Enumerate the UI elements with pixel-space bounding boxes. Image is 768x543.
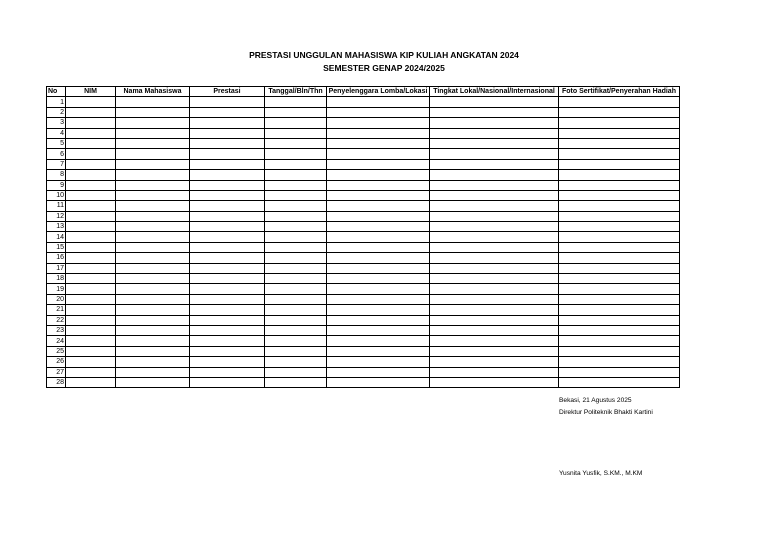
header-nim: NIM [66,87,116,97]
table-cell [265,263,327,273]
table-cell [430,294,559,304]
table-cell [190,211,265,221]
table-cell [66,305,116,315]
table-cell [190,201,265,211]
table-cell [66,367,116,377]
table-cell [66,346,116,356]
table-cell [265,232,327,242]
table-cell [116,336,190,346]
table-cell [559,138,680,148]
table-cell [430,201,559,211]
table-cell [66,222,116,232]
table-cell [190,284,265,294]
row-number: 18 [47,274,66,284]
header-nama-mahasiswa: Nama Mahasiswa [116,87,190,97]
table-cell [66,242,116,252]
table-cell [430,159,559,169]
table-cell [116,118,190,128]
table-cell [430,305,559,315]
table-cell [66,274,116,284]
table-row [47,201,680,211]
table-cell [190,222,265,232]
row-number: 26 [47,357,66,367]
table-cell [116,315,190,325]
table-row [47,232,680,242]
table-cell [190,263,265,273]
row-number: 19 [47,284,66,294]
table-cell [116,170,190,180]
table-cell [116,357,190,367]
table-row [47,97,680,107]
table-cell [66,253,116,263]
row-number: 23 [47,325,66,335]
table-cell [327,170,430,180]
table-cell [116,377,190,387]
table-cell [190,242,265,252]
row-number: 21 [47,305,66,315]
row-number: 1 [47,97,66,107]
row-number: 16 [47,253,66,263]
row-number: 10 [47,190,66,200]
row-number: 4 [47,128,66,138]
table-cell [430,367,559,377]
table-cell [265,201,327,211]
table-cell [430,357,559,367]
table-cell [265,253,327,263]
row-number: 28 [47,377,66,387]
row-number: 3 [47,118,66,128]
table-cell [559,180,680,190]
table-cell [430,107,559,117]
table-cell [190,180,265,190]
table-cell [66,149,116,159]
table-cell [116,263,190,273]
table-cell [559,253,680,263]
table-cell [327,346,430,356]
table-row [47,357,680,367]
table-cell [327,211,430,221]
table-cell [66,232,116,242]
table-header-row [47,87,680,97]
table-cell [116,211,190,221]
table-cell [190,315,265,325]
table-cell [430,180,559,190]
table-row [47,222,680,232]
table-cell [66,128,116,138]
table-cell [265,138,327,148]
table-cell [559,305,680,315]
table-cell [265,170,327,180]
table-row [47,367,680,377]
table-cell [265,190,327,200]
table-cell [559,149,680,159]
row-number: 20 [47,294,66,304]
row-number: 5 [47,138,66,148]
table-cell [430,346,559,356]
table-cell [559,232,680,242]
table-cell [116,190,190,200]
row-number: 25 [47,346,66,356]
table-cell [265,107,327,117]
document-subtitle: SEMESTER GENAP 2024/2025 [323,63,445,73]
row-number: 17 [47,263,66,273]
table-cell [430,274,559,284]
table-cell [559,159,680,169]
row-number: 7 [47,159,66,169]
table-cell [430,253,559,263]
table-cell [190,170,265,180]
row-number: 11 [47,201,66,211]
table-cell [116,294,190,304]
table-cell [327,128,430,138]
table-cell [190,367,265,377]
table-cell [190,190,265,200]
table-cell [430,284,559,294]
table-cell [66,180,116,190]
table-cell [559,263,680,273]
table-cell [265,118,327,128]
document-title: PRESTASI UNGGULAN MAHASISWA KIP KULIAH ANGKATAN 2024 [249,50,519,60]
table-cell [66,107,116,117]
row-number: 27 [47,367,66,377]
table-cell [66,211,116,221]
table-cell [116,274,190,284]
row-number: 8 [47,170,66,180]
table-row [47,118,680,128]
table-cell [265,242,327,252]
table-cell [116,232,190,242]
table-cell [327,284,430,294]
table-cell [190,138,265,148]
header-tingkat: Tingkat Lokal/Nasional/Internasional [430,87,559,97]
table-row [47,346,680,356]
table-cell [265,367,327,377]
table-row [47,336,680,346]
table-row [47,159,680,169]
table-cell [265,294,327,304]
table-row [47,274,680,284]
table-cell [430,149,559,159]
table-cell [430,97,559,107]
table-cell [327,232,430,242]
table-cell [430,315,559,325]
table-cell [559,367,680,377]
header-tanggal: Tanggal/Bln/Thn [265,87,327,97]
table-cell [559,336,680,346]
table-cell [190,253,265,263]
table-cell [327,305,430,315]
table-cell [559,201,680,211]
row-number: 6 [47,149,66,159]
table-cell [430,263,559,273]
table-cell [116,367,190,377]
table-cell [327,190,430,200]
table-cell [190,346,265,356]
table-cell [559,377,680,387]
table-row [47,253,680,263]
table-cell [327,149,430,159]
row-number: 14 [47,232,66,242]
table-cell [327,159,430,169]
table-cell [559,107,680,117]
signature-position: Direktur Politeknik Bhakti Kartini [559,409,653,416]
table-cell [116,253,190,263]
table-cell [559,128,680,138]
table-cell [66,159,116,169]
table-cell [265,357,327,367]
table-cell [327,263,430,273]
table-cell [430,211,559,221]
table-cell [265,180,327,190]
table-cell [116,201,190,211]
signature-place-date: Bekasi, 21 Agustus 2025 [559,397,632,404]
table-cell [327,201,430,211]
table-cell [116,242,190,252]
table-cell [327,118,430,128]
table-cell [190,336,265,346]
header-penyelenggara: Penyelenggara Lomba/Lokasi [327,87,430,97]
table-cell [66,201,116,211]
table-cell [116,305,190,315]
table-cell [190,377,265,387]
table-cell [265,377,327,387]
table-cell [265,97,327,107]
table-row [47,190,680,200]
table-cell [430,336,559,346]
table-cell [190,274,265,284]
table-cell [559,274,680,284]
table-row [47,211,680,221]
table-cell [66,336,116,346]
table-cell [327,138,430,148]
table-cell [116,222,190,232]
table-cell [66,118,116,128]
table-row [47,325,680,335]
table-cell [190,159,265,169]
table-cell [190,118,265,128]
table-cell [116,107,190,117]
table-cell [66,294,116,304]
table-cell [66,190,116,200]
table-cell [430,222,559,232]
table-cell [327,180,430,190]
table-cell [66,97,116,107]
table-cell [327,274,430,284]
table-cell [265,325,327,335]
table-cell [327,222,430,232]
table-cell [265,274,327,284]
row-number: 24 [47,336,66,346]
table-cell [559,325,680,335]
table-row [47,138,680,148]
row-number: 9 [47,180,66,190]
table-cell [559,294,680,304]
table-cell [430,190,559,200]
table-cell [430,170,559,180]
table-cell [559,190,680,200]
table-cell [327,242,430,252]
table-row [47,315,680,325]
table-row [47,263,680,273]
header-no: No [47,87,66,97]
table-cell [190,128,265,138]
table-cell [430,128,559,138]
table-cell [265,222,327,232]
table-row [47,149,680,159]
table-row [47,284,680,294]
table-cell [265,159,327,169]
table-cell [116,284,190,294]
table-cell [327,367,430,377]
table-cell [265,315,327,325]
table-cell [66,138,116,148]
table-row [47,170,680,180]
row-number: 15 [47,242,66,252]
table-cell [116,346,190,356]
achievement-table [46,86,680,388]
table-cell [265,336,327,346]
table-cell [116,138,190,148]
table-cell [265,128,327,138]
table-cell [265,211,327,221]
table-cell [430,118,559,128]
table-cell [190,107,265,117]
table-cell [327,253,430,263]
table-cell [559,242,680,252]
table-cell [265,284,327,294]
header-prestasi: Prestasi [190,87,265,97]
table-cell [327,325,430,335]
table-cell [559,97,680,107]
table-cell [66,263,116,273]
table-cell [66,284,116,294]
table-cell [66,377,116,387]
table-cell [190,232,265,242]
table-cell [66,170,116,180]
table-cell [559,118,680,128]
table-cell [190,149,265,159]
table-cell [559,170,680,180]
table-cell [327,357,430,367]
table-cell [116,128,190,138]
table-cell [327,315,430,325]
signature-name: Yusnita Yusfik, S.KM., M.KM [559,470,643,477]
table-cell [116,325,190,335]
table-cell [559,284,680,294]
table-cell [66,315,116,325]
table-cell [559,357,680,367]
table-cell [559,211,680,221]
table-cell [265,305,327,315]
table-cell [190,325,265,335]
table-cell [430,138,559,148]
table-cell [559,346,680,356]
table-cell [66,357,116,367]
table-row [47,107,680,117]
table-row [47,305,680,315]
table-cell [430,242,559,252]
table-cell [265,149,327,159]
table-cell [116,97,190,107]
table-cell [116,159,190,169]
table-cell [559,315,680,325]
row-number: 22 [47,315,66,325]
header-foto-sertifikat: Foto Sertifikat/Penyerahan Hadiah [559,87,680,97]
table-row [47,294,680,304]
table-cell [190,294,265,304]
row-number: 12 [47,211,66,221]
table-cell [265,346,327,356]
table-row [47,128,680,138]
table-cell [116,149,190,159]
row-number: 2 [47,107,66,117]
table-cell [430,377,559,387]
table-cell [190,357,265,367]
table-row [47,242,680,252]
table-cell [190,305,265,315]
table-cell [116,180,190,190]
table-cell [190,97,265,107]
row-number: 13 [47,222,66,232]
table-cell [327,377,430,387]
table-cell [327,107,430,117]
table-cell [327,97,430,107]
table-cell [430,232,559,242]
table-cell [327,294,430,304]
table-cell [430,325,559,335]
table-cell [559,222,680,232]
table-row [47,377,680,387]
table-row [47,180,680,190]
table-cell [327,336,430,346]
table-cell [66,325,116,335]
